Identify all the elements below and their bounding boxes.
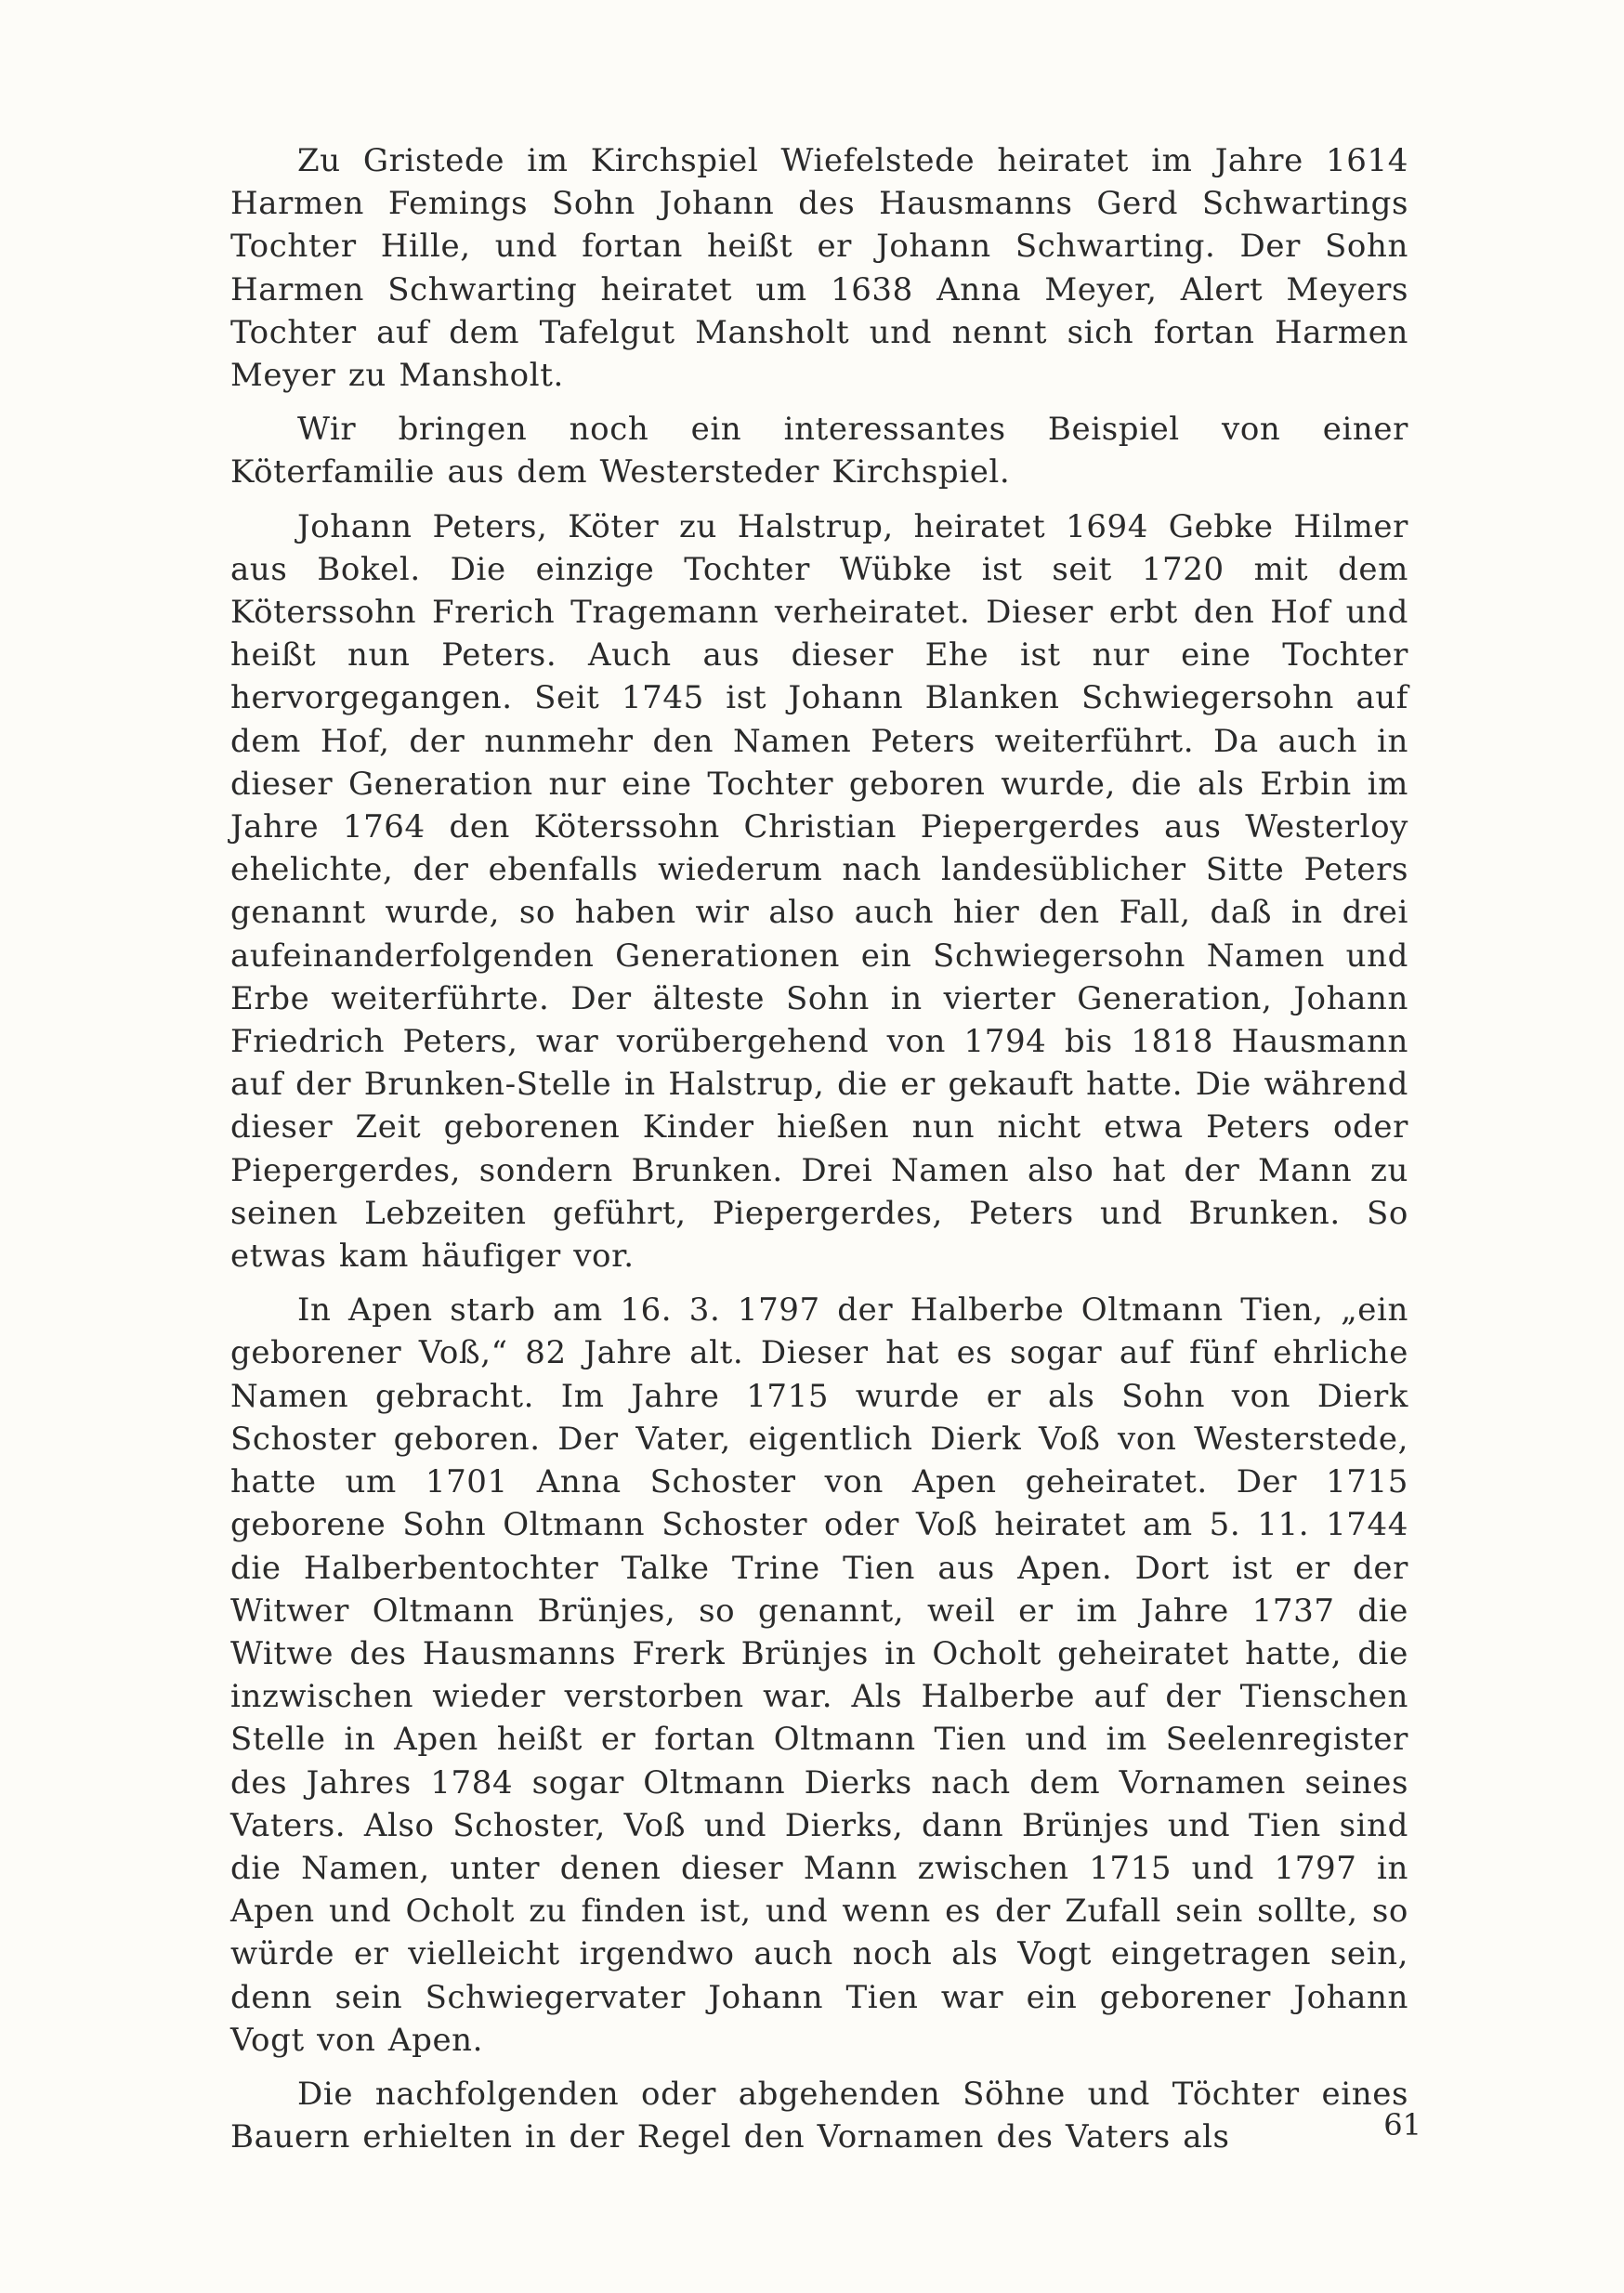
paragraph-koeterfamilie: Wir bringen noch ein interessantes Beispiel von einer Köterfamilie aus dem Westersteder Kirchspiel.	[230, 411, 1408, 491]
paragraph-gristede: Zu Gristede im Kirchspiel Wiefelstede heiratet im Jahre 1614 Harmen Femings Sohn Johann des Hausmanns Gerd Schwartings Tochter Hille, und fortan heißt er Johann Schwarting. Der Sohn Harmen Schwarting heiratet um 1638 Anna Meyer, Alert Meyers Tochter auf dem Tafelgut Mansholt und nennt sich fortan Harmen Meyer zu Mansholt.	[230, 142, 1408, 395]
paragraph-nachfolgende: Die nachfolgenden oder abgehenden Söhne und Töchter eines Bauern erhielten in der Regel den Vornamen des Vaters als	[230, 2075, 1408, 2156]
body-text	[230, 139, 1408, 2169]
page-number: 61	[1383, 2107, 1421, 2142]
paragraph-johann-peters: Johann Peters, Köter zu Halstrup, heiratet 1694 Gebke Hilmer aus Bokel. Die einzige Tochter Wübke ist seit 1720 mit dem Köterssohn Frerich Tragemann verheiratet. Dieser erbt den Hof und heißt nun Peters. Auch aus dieser Ehe ist nur eine Tochter hervorgegangen. Seit 1745 ist Johann Blanken Schwiegersohn auf dem Hof, der nunmehr den Namen Peters weiterführt. Da auch in dieser Generation nur eine Tochter geboren wurde, die als Erbin im Jahre 1764 den Köterssohn Christian Piepergerdes aus Westerloy ehelichte, der ebenfalls wiederum nach landesüblicher Sitte Peters genannt wurde, so haben wir also auch hier den Fall, daß in drei aufeinanderfolgenden Generationen ein Schwiegersohn Namen und Erbe weiterführte. Der älteste Sohn in vierter Generation, Johann Friedrich Peters, war vorübergehend von 1794 bis 1818 Hausmann auf der Brunken-Stelle in Halstrup, die er gekauft hatte. Die während dieser Zeit geborenen Kinder hießen nun nicht etwa Peters oder Piepergerdes, sondern Brunken. Drei Namen also hat der Mann zu seinen Lebzeiten geführt, Piepergerdes, Peters und Brunken. So etwas kam häufiger vor.	[230, 507, 1408, 1276]
paragraph-apen: In Apen starb am 16. 3. 1797 der Halberbe Oltmann Tien, „ein geborener Voß,“ 82 Jahre alt. Dieser hat es sogar auf fünf ehrliche Namen gebracht. Im Jahre 1715 wurde er als Sohn von Dierk Schoster geboren. Der Vater, eigentlich Dierk Voß von Westerstede, hatte um 1701 Anna Schoster von Apen geheiratet. Der 1715 geborene Sohn Oltmann Schoster oder Voß heiratet am 5. 11. 1744 die Halberbentochter Talke Trine Tien aus Apen. Dort ist er der Witwer Oltmann Brünjes, so genannt, weil er im Jahre 1737 die Witwe des Hausmanns Frerk Brünjes in Ocholt geheiratet hatte, die inzwischen wieder verstorben war. Als Halberbe auf der Tienschen Stelle in Apen heißt er fortan Oltmann Tien und im Seelenregister des Jahres 1784 sogar Oltmann Dierks nach dem Vornamen seines Vaters. Also Schoster, Voß und Dierks, dann Brünjes und Tien sind die Namen, unter denen dieser Mann zwischen 1715 und 1797 in Apen und Ocholt zu finden ist, und wenn es der Zufall sein sollte, so würde er vielleicht irgendwo auch noch als Vogt eingetragen sein, denn sein Schwiegervater Johann Tien war ein geborener Johann Vogt von Apen.	[230, 1291, 1408, 2059]
